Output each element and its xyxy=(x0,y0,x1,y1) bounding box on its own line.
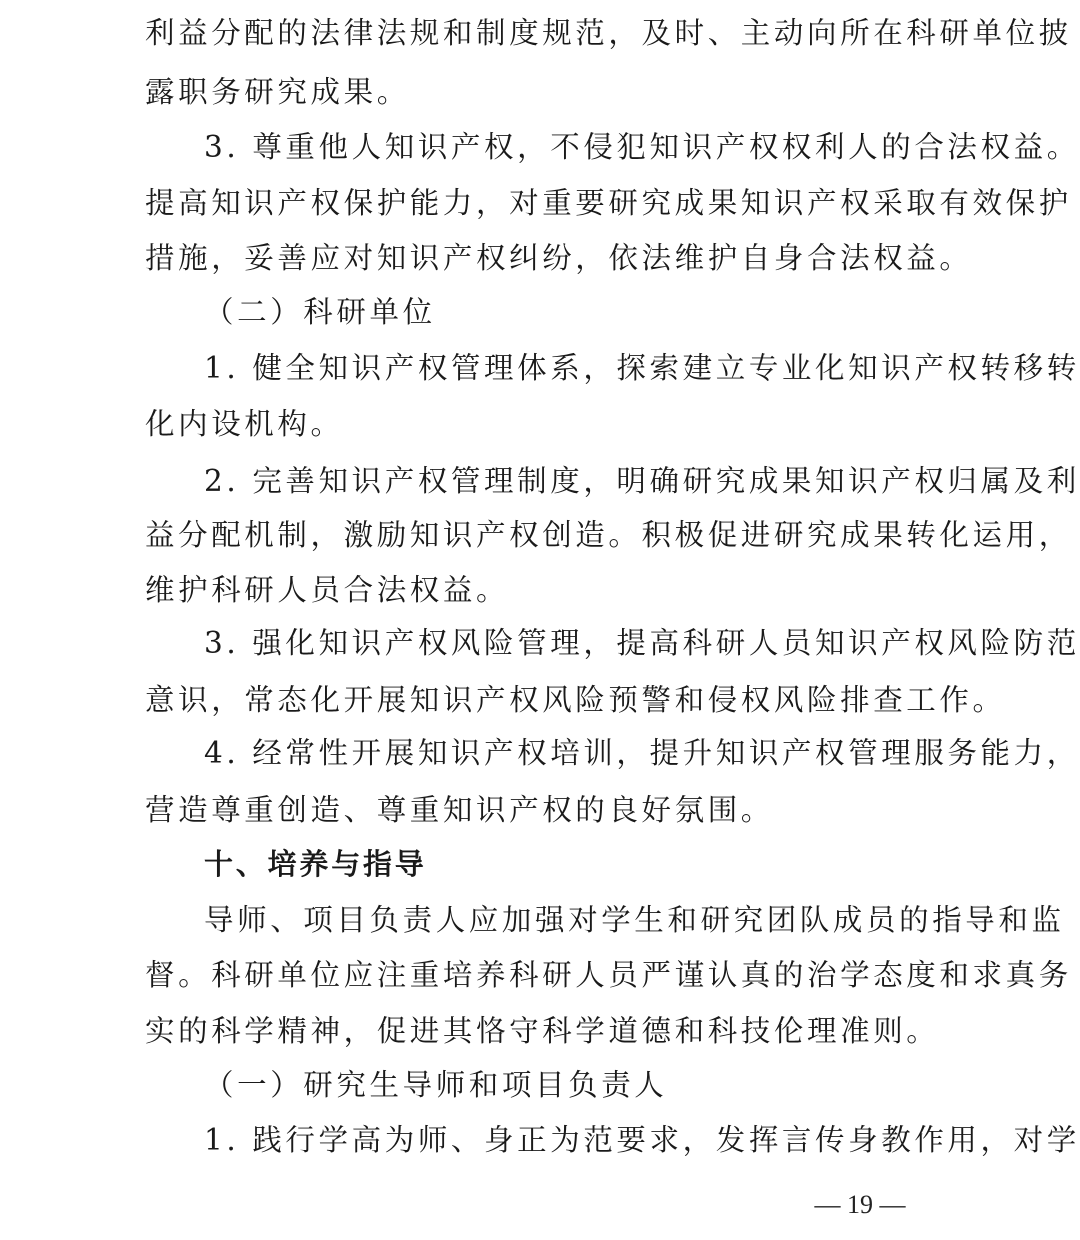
text-line: 益分配机制，激励知识产权创造。积极促进研究成果转化运用， xyxy=(145,518,1072,552)
text-line: 3. 强化知识产权风险管理，提高科研人员知识产权风险防范 xyxy=(204,626,1080,660)
text-line: 2. 完善知识产权管理制度，明确研究成果知识产权归属及利 xyxy=(204,464,1080,498)
text-line: 督。科研单位应注重培养科研人员严谨认真的治学态度和求真务 xyxy=(145,958,1072,992)
text-line: 维护科研人员合法权益。 xyxy=(145,573,510,607)
text-line: 实的科学精神，促进其恪守科学道德和科技伦理准则。 xyxy=(145,1014,940,1048)
text-line: 提高知识产权保护能力，对重要研究成果知识产权采取有效保护 xyxy=(145,186,1072,220)
text-line: 利益分配的法律法规和制度规范，及时、主动向所在科研单位披 xyxy=(145,16,1072,50)
text-line: 化内设机构。 xyxy=(145,407,344,441)
text-line: 3. 尊重他人知识产权，不侵犯知识产权权利人的合法权益。 xyxy=(204,130,1080,164)
text-line: 导师、项目负责人应加强对学生和研究团队成员的指导和监 xyxy=(204,903,1065,937)
text-line: 4. 经常性开展知识产权培训，提升知识产权管理服务能力， xyxy=(204,736,1080,770)
section-heading: （一）研究生导师和项目负责人 xyxy=(204,1068,668,1102)
text-line: 露职务研究成果。 xyxy=(145,75,410,109)
text-line: 营造尊重创造、尊重知识产权的良好氛围。 xyxy=(145,793,774,827)
text-line: 措施，妥善应对知识产权纠纷，依法维护自身合法权益。 xyxy=(145,241,973,275)
chapter-heading: 十、培养与指导 xyxy=(204,847,427,881)
text-line: 1. 践行学高为师、身正为范要求，发挥言传身教作用，对学 xyxy=(204,1123,1080,1157)
page-number: — 19 — xyxy=(814,1190,906,1219)
text-line: 意识，常态化开展知识产权风险预警和侵权风险排查工作。 xyxy=(145,683,1006,717)
section-heading: （二）科研单位 xyxy=(204,295,436,329)
text-line: 1. 健全知识产权管理体系，探索建立专业化知识产权转移转 xyxy=(204,351,1080,385)
